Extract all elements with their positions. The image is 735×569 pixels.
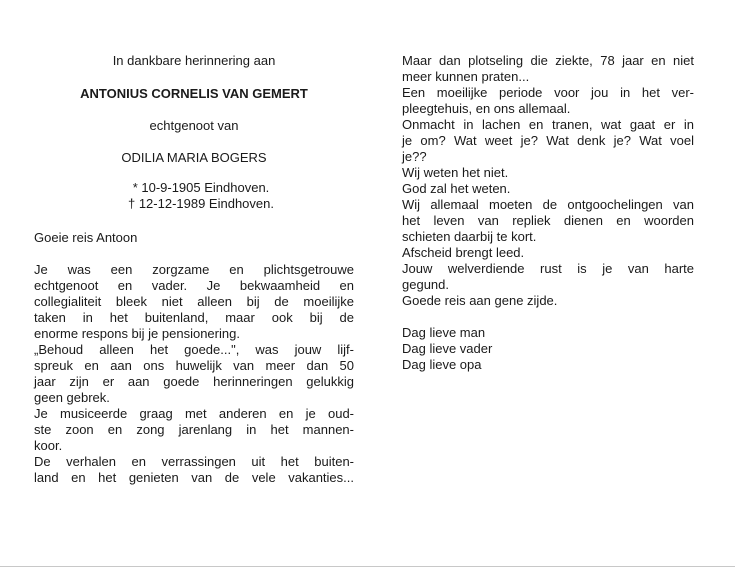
- body-line: Een moeilijke periode voor jou in het ver-: [402, 85, 694, 100]
- body-line: taken in het buitenland, maar ook bij de: [34, 310, 354, 325]
- death-line: † 12-12-1989 Eindhoven.: [127, 196, 274, 211]
- body-line: spreuk en aan ons huwelijk van meer dan 50: [34, 358, 354, 373]
- deceased-name: ANTONIUS CORNELIS VAN GEMERT: [80, 86, 308, 101]
- spouse-name: ODILIA MARIA BOGERS: [121, 150, 267, 165]
- body-line: ste zoon en zong jarenlang in het mannen-: [34, 422, 354, 437]
- body-line: Goede reis aan gene zijde.: [402, 293, 558, 308]
- body-line: jaar zijn er aan goede herinneringen gelukkig: [34, 374, 354, 389]
- body-line: Wij weten het niet.: [402, 165, 509, 180]
- body-line: je??: [402, 149, 427, 164]
- card-edge-divider: [0, 566, 735, 567]
- body-line: Je was een zorgzame en plichtsgetrouwe: [34, 262, 354, 277]
- intro-line: In dankbare herinnering aan: [112, 53, 276, 68]
- body-line: enorme respons bij je pensionering.: [34, 326, 240, 341]
- body-line: koor.: [34, 438, 63, 453]
- body-line: „Behoud alleen het goede...", was jouw lijf-: [34, 342, 354, 357]
- body-line: Wij allemaal moeten de ontgoochelingen van: [402, 197, 694, 212]
- closing-line: Dag lieve opa: [402, 357, 482, 372]
- body-line: Afscheid brengt leed.: [402, 245, 525, 260]
- body-line: pleegtehuis, en ons allemaal.: [402, 101, 571, 116]
- closing-line: Dag lieve vader: [402, 341, 493, 356]
- body-line: Je musiceerde graag met anderen en je oud-: [34, 406, 354, 421]
- birth-line: * 10-9-1905 Eindhoven.: [132, 180, 270, 195]
- body-line: Maar dan plotseling die ziekte, 78 jaar en niet: [402, 53, 694, 68]
- relation-line: echtgenoot van: [149, 118, 239, 133]
- body-line: Onmacht in lachen en tranen, wat gaat er in: [402, 117, 694, 132]
- body-line: echtgenoot en vader. Je bekwaamheid en: [34, 278, 354, 293]
- greeting: Goeie reis Antoon: [34, 230, 138, 245]
- body-line: meer kunnen praten...: [402, 69, 530, 84]
- body-line: geen gebrek.: [34, 390, 110, 405]
- body-line: gegund.: [402, 277, 449, 292]
- closing-line: Dag lieve man: [402, 325, 486, 340]
- body-line: je om? Wat weet je? Wat denk je? Wat voel: [402, 133, 694, 148]
- body-line: De verhalen en verrassingen uit het buiten-: [34, 454, 354, 469]
- body-line: het leven van repliek dienen en woorden: [402, 213, 694, 228]
- body-line: Jouw welverdiende rust is je van harte: [402, 261, 694, 276]
- body-line: schieten daarbij te kort.: [402, 229, 537, 244]
- body-line: God zal het weten.: [402, 181, 511, 196]
- body-line: collegialiteit bleek niet alleen bij de moeilijke: [34, 294, 354, 309]
- body-line: land en het genieten van de vele vakanties...: [34, 470, 354, 485]
